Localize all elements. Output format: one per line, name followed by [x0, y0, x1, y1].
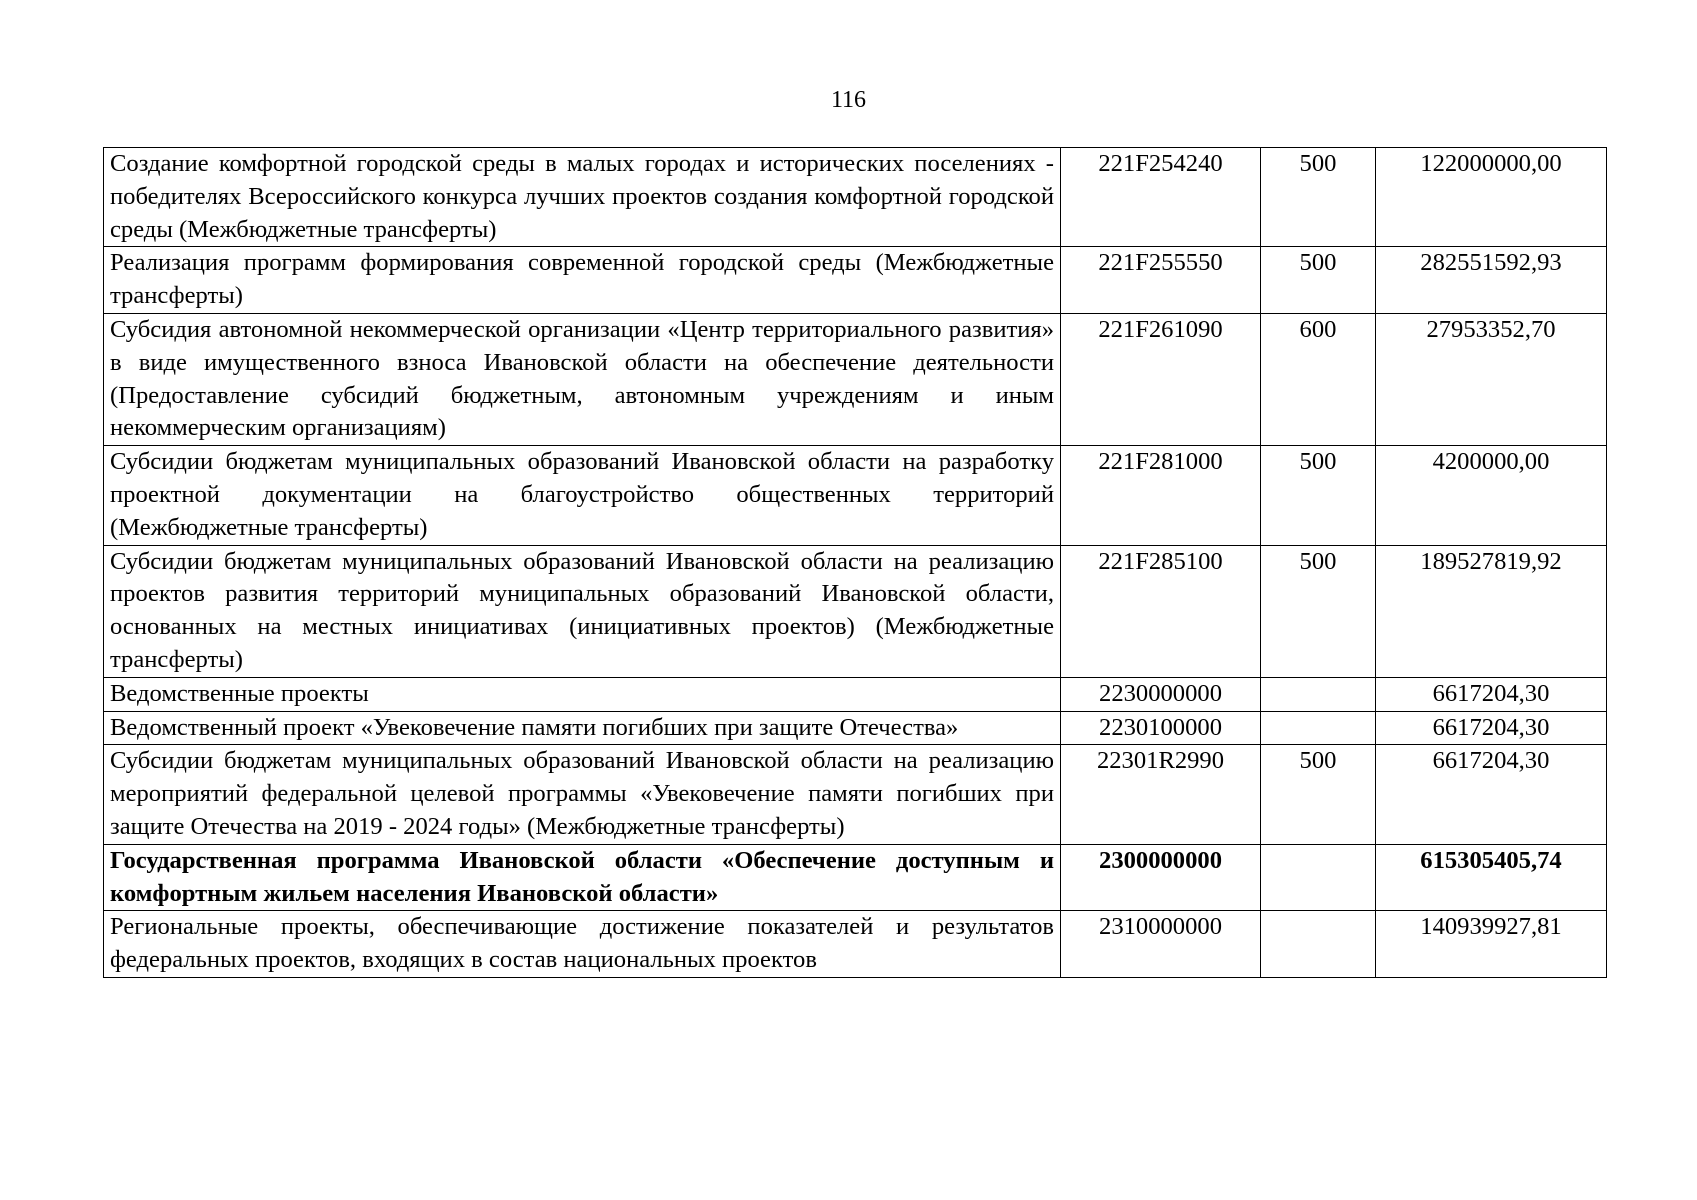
row-sum: 27953352,70: [1376, 313, 1607, 445]
row-name: Реализация программ формирования современной городской среды (Межбюджетные трансферты): [104, 247, 1061, 314]
row-code: 22301R2990: [1061, 745, 1261, 844]
row-name: Государственная программа Ивановской области «Обеспечение доступным и комфортным жильем населения Ивановской области»: [104, 844, 1061, 911]
row-code: 221F254240: [1061, 148, 1261, 247]
row-name: Субсидии бюджетам муниципальных образований Ивановской области на реализацию проектов развития территорий муниципальных образований Ивановской области, основанных на местных инициативах (инициативных проектов) (Межбюджетные трансферты): [104, 545, 1061, 677]
row-expense-type: [1261, 844, 1376, 911]
row-code: 2230000000: [1061, 677, 1261, 711]
table-row: [104, 911, 1607, 978]
row-code: 2310000000: [1061, 911, 1261, 978]
page-number: 116: [830, 87, 867, 113]
table-row: [104, 247, 1607, 314]
table-row: [104, 677, 1607, 711]
row-expense-type: 500: [1261, 247, 1376, 314]
row-expense-type: [1261, 711, 1376, 745]
row-sum: 6617204,30: [1376, 745, 1607, 844]
row-expense-type: 500: [1261, 148, 1376, 247]
row-sum: 282551592,93: [1376, 247, 1607, 314]
row-sum: 6617204,30: [1376, 711, 1607, 745]
row-code: 2230100000: [1061, 711, 1261, 745]
row-expense-type: 500: [1261, 545, 1376, 677]
row-name: Субсидия автономной некоммерческой организации «Центр территориального развития» в виде имущественного взноса Ивановской области на обеспечение деятельности (Предоставление субсидий бюджетным, автономным учреждениям и иным некоммерческим организациям): [104, 313, 1061, 445]
row-code: 2300000000: [1061, 844, 1261, 911]
table-row: [104, 745, 1607, 844]
row-expense-type: 600: [1261, 313, 1376, 445]
row-expense-type: 500: [1261, 446, 1376, 545]
table-row: [104, 711, 1607, 745]
table-row: [104, 148, 1607, 247]
row-sum: 4200000,00: [1376, 446, 1607, 545]
row-sum: 615305405,74: [1376, 844, 1607, 911]
row-name: Создание комфортной городской среды в малых городах и исторических поселениях - победителях Всероссийского конкурса лучших проектов создания комфортной городской среды (Межбюджетные трансферты): [104, 148, 1061, 247]
row-code: 221F255550: [1061, 247, 1261, 314]
table-row: [104, 313, 1607, 445]
row-name: Ведомственные проекты: [104, 677, 1061, 711]
row-name: Субсидии бюджетам муниципальных образований Ивановской области на разработку проектной документации на благоустройство общественных территорий (Межбюджетные трансферты): [104, 446, 1061, 545]
row-sum: 140939927,81: [1376, 911, 1607, 978]
row-code: 221F281000: [1061, 446, 1261, 545]
row-name: Субсидии бюджетам муниципальных образований Ивановской области на реализацию мероприятий федеральной целевой программы «Увековечение памяти погибших при защите Отечества на 2019 - 2024 годы» (Межбюджетные трансферты): [104, 745, 1061, 844]
table-row-program-total: [104, 844, 1607, 911]
row-name: Ведомственный проект «Увековечение памяти погибших при защите Отечества»: [104, 711, 1061, 745]
row-sum: 189527819,92: [1376, 545, 1607, 677]
table-row: [104, 446, 1607, 545]
table-row: [104, 545, 1607, 677]
row-sum: 6617204,30: [1376, 677, 1607, 711]
row-sum: 122000000,00: [1376, 148, 1607, 247]
row-code: 221F261090: [1061, 313, 1261, 445]
row-expense-type: [1261, 911, 1376, 978]
row-code: 221F285100: [1061, 545, 1261, 677]
row-name: Региональные проекты, обеспечивающие достижение показателей и результатов федеральных проектов, входящих в состав национальных проектов: [104, 911, 1061, 978]
budget-table: [103, 147, 1607, 978]
row-expense-type: 500: [1261, 745, 1376, 844]
row-expense-type: [1261, 677, 1376, 711]
